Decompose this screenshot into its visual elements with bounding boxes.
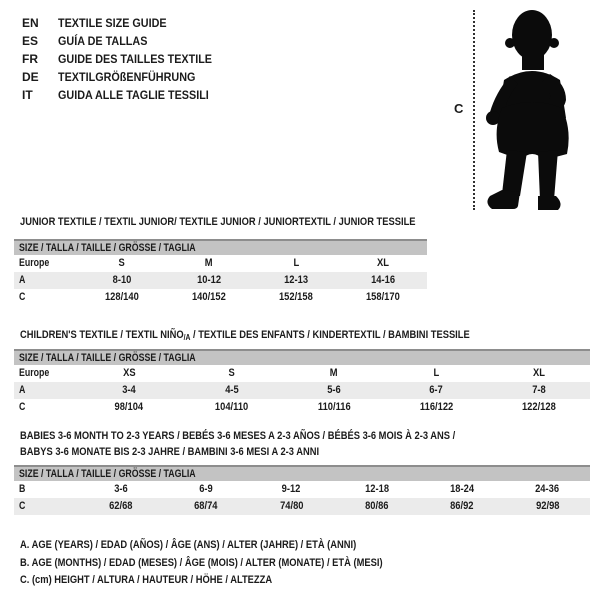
size-cell: 6-9 [199, 483, 213, 495]
legend-line-b: B. AGE (MONTHS) / EDAD (MESES) / ÂGE (MOIS) / ALTER (MONATE) / ETÀ (MESI) [20, 556, 383, 569]
junior-heading-text: JUNIOR TEXTILE / TEXTIL JUNIOR/ TEXTILE JUNIOR / JUNIORTEXTIL / JUNIOR TESSILE [20, 216, 416, 228]
size-cell: 18-24 [450, 483, 474, 495]
size-cell: 10-12 [165, 272, 252, 289]
size-cell: 74/80 [249, 498, 334, 515]
language-code: DE [22, 70, 39, 84]
size-cell: 128/140 [104, 291, 139, 303]
size-table-row-europe [14, 365, 590, 382]
size-cell: M [330, 367, 338, 379]
language-row-fr [22, 50, 229, 68]
size-cell: M [204, 257, 213, 269]
size-cell: 12-13 [253, 272, 340, 289]
baby-figure [440, 0, 600, 230]
size-cell: 92/98 [505, 498, 590, 515]
size-table-row-europe [14, 255, 427, 272]
size-table-row-c [14, 289, 427, 306]
size-table-header: SIZE / TALLA / TAILLE / GRÖSSE / TAGLIA [14, 240, 427, 255]
language-row-de [22, 68, 229, 86]
babies-heading-line1: BABIES 3-6 MONTH TO 2-3 YEARS / BEBÉS 3-6 MESES A 2-3 AÑOS / BÉBÉS 3-6 MOIS À 2-3 ANS / [20, 430, 456, 442]
children-size-table [14, 349, 590, 416]
junior-section-heading [20, 215, 485, 229]
size-cell: 140/152 [191, 291, 226, 303]
size-cell: 98/104 [114, 401, 144, 413]
height-label-c: C [454, 101, 464, 116]
legend-line-a: A. AGE (YEARS) / EDAD (AÑOS) / ÂGE (ANS) / ALTER (JAHRE) / ETÀ (ANNI) [20, 539, 357, 551]
language-code: FR [22, 52, 38, 66]
row-label: Europe [19, 367, 50, 379]
size-table-header: SIZE / TALLA / TAILLE / GRÖSSE / TAGLIA [14, 350, 590, 365]
size-cell: 5-6 [283, 382, 385, 399]
babies-size-table [14, 465, 590, 515]
size-cell: L [293, 257, 299, 269]
size-cell: 3-6 [113, 483, 128, 495]
size-cell: 152/158 [279, 291, 314, 303]
size-cell: 12-18 [364, 483, 389, 495]
size-cell: 116/122 [419, 401, 454, 413]
language-text: GUÍA DE TALLAS [58, 34, 148, 48]
language-row-es [22, 32, 229, 50]
row-label: C [14, 498, 78, 515]
children-section-heading [20, 328, 549, 345]
language-text: TEXTILE SIZE GUIDE [58, 16, 167, 30]
size-cell: 158/170 [366, 291, 401, 303]
size-cell: 4-5 [180, 382, 282, 399]
size-cell: 8-10 [78, 272, 165, 289]
size-table-row-b [14, 481, 590, 498]
size-cell: 80/86 [334, 498, 419, 515]
size-cell: 104/110 [214, 401, 249, 413]
size-cell: L [433, 367, 440, 379]
row-label: C [19, 291, 26, 303]
size-cell: XL [377, 257, 390, 269]
language-code: ES [22, 34, 39, 48]
size-table-row-a [14, 382, 590, 399]
babies-section-heading [20, 428, 532, 460]
size-cell: 86/92 [419, 498, 504, 515]
size-cell: S [228, 367, 235, 379]
row-label: Europe [19, 257, 50, 269]
size-table-row-c [14, 498, 590, 515]
children-heading-text: CHILDREN'S TEXTILE / TEXTIL $NIÑO_{/A}$ / TEXTILE DES ENFANTS / KINDERTEXTIL / BAMBINI TESSILE [20, 329, 470, 342]
babies-heading-line2: BABYS 3-6 MONATE BIS 2-3 JAHRE / BAMBINI 3-6 MESI A 2-3 ANNI [20, 446, 320, 458]
legend [20, 537, 447, 590]
size-cell: 110/116 [317, 401, 351, 413]
language-text: GUIDA ALLE TAGLIE TESSILI [58, 88, 209, 102]
size-cell: S [118, 257, 125, 269]
language-list [22, 14, 229, 104]
row-label: A [14, 272, 78, 289]
children-heading-subscript: /A [183, 333, 191, 342]
size-cell: 24-36 [535, 483, 560, 495]
size-cell: 6-7 [385, 382, 487, 399]
row-label: A [14, 382, 78, 399]
size-cell: XS [122, 367, 136, 379]
size-table-row-c [14, 399, 590, 416]
size-cell: 7-8 [488, 382, 590, 399]
height-dotted-line-icon [473, 10, 475, 210]
legend-line-c: C. (cm) HEIGHT / ALTURA / HAUTEUR / HÖHE / ALTEZZA [20, 574, 273, 586]
language-code: IT [22, 88, 33, 102]
size-cell: 62/68 [78, 498, 163, 515]
baby-silhouette-icon [480, 4, 600, 216]
language-code: EN [22, 16, 39, 30]
size-table-header: SIZE / TALLA / TAILLE / GRÖSSE / TAGLIA [14, 466, 590, 481]
size-cell: 3-4 [78, 382, 180, 399]
size-cell: 68/74 [163, 498, 248, 515]
size-table-row-a [14, 272, 427, 289]
language-row-it [22, 86, 229, 104]
language-text: GUIDE DES TAILLES TEXTILE [58, 52, 213, 66]
size-cell: 9-12 [281, 483, 301, 495]
row-label: B [19, 483, 26, 495]
junior-size-table [14, 239, 427, 306]
size-cell: 14-16 [340, 272, 427, 289]
size-cell: XL [532, 367, 545, 379]
language-row-en [22, 14, 229, 32]
language-text: TEXTILGRÖßENFÜHRUNG [58, 70, 196, 84]
row-label: C [19, 401, 26, 413]
size-cell: 122/128 [521, 401, 556, 413]
